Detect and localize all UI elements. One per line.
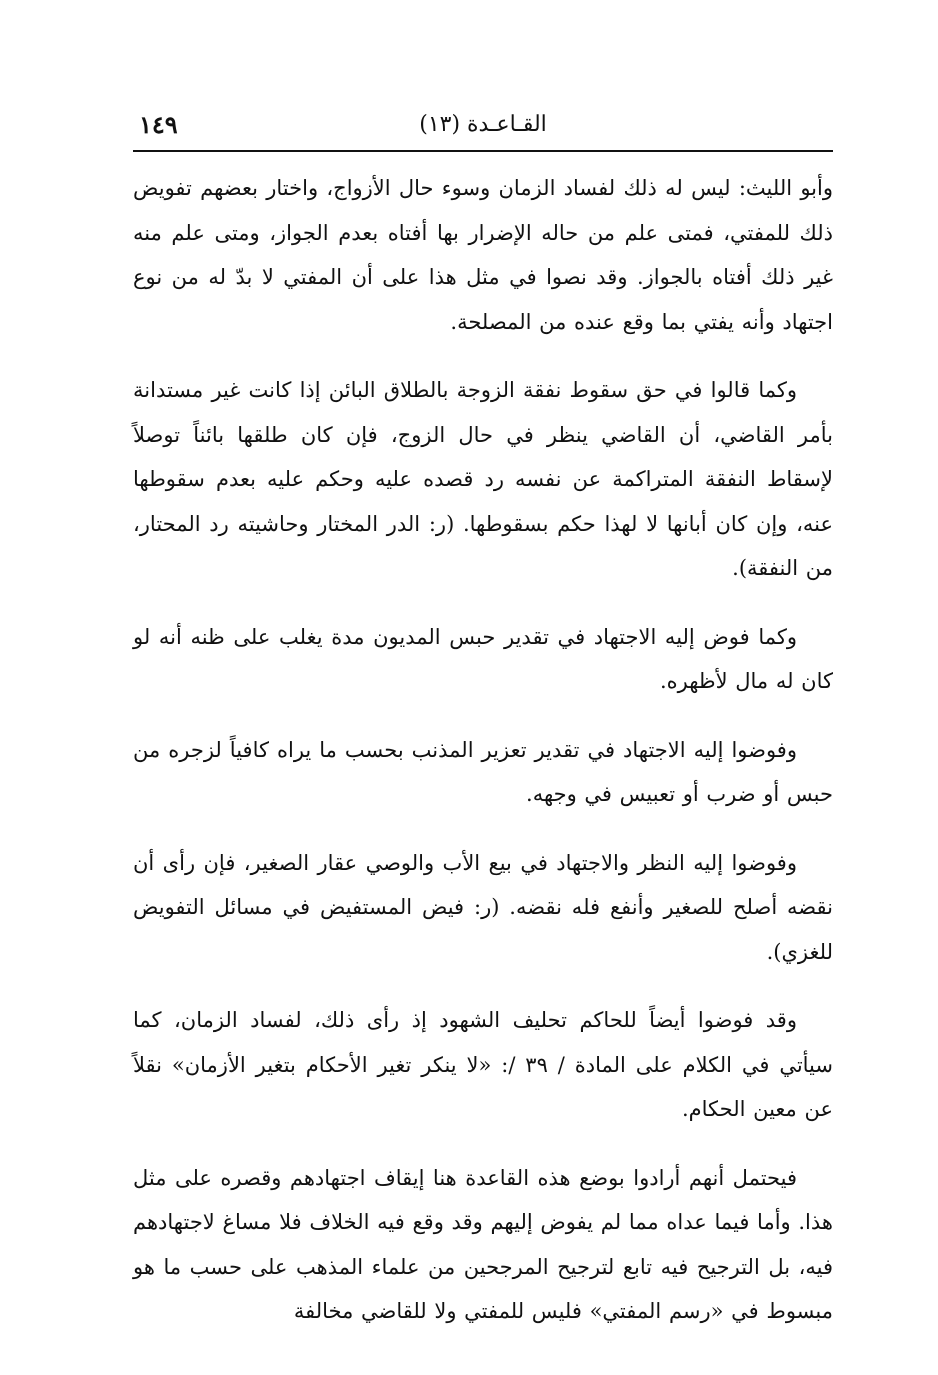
paragraph-5: وفوضوا إليه النظر والاجتهاد في بيع الأب والوصي عقار الصغير، فإن رأى أن نقضه أصلح للصغير وأنفع فله نقضه. (ر: فيض المستفيض في مسائل التفويض للغزي). [133, 850, 833, 964]
paragraph-3: وكما فوض إليه الاجتهاد في تقدير حبس المديون مدة يغلب على ظنه أنه لو كان له مال لأظهره. [133, 624, 833, 693]
page-header [133, 108, 833, 148]
paragraph-2: وكما قالوا في حق سقوط نفقة الزوجة بالطلاق البائن إذا كانت غير مستدانة بأمر القاضي، أن القاضي ينظر في حال الزوج، فإن كان طلقها بائناً توصلاً لإسقاط النفقة المتراكمة عن نفسه رد قصده عليه وحكم عليه بعدم سقوطها عنه، وإن كان أبانها لا لهذا حكم بسقوطها. (ر: الدر المختار وحاشيته رد المحتار، من النفقة). [133, 378, 833, 580]
paragraph-4: وفوضوا إليه الاجتهاد في تقدير تعزير المذنب بحسب ما يراه كافياً لزجره من حبس أو ضرب أو تعبيس في وجهه. [133, 737, 833, 806]
paragraph-1: وأبو الليث: ليس له ذلك لفساد الزمان وسوء حال الأزواج، واختار بعضهم تفويض ذلك للمفتي، فمتى علم من حاله الإضرار بها أفتاه بعدم الجواز، ومتى علم منه غير ذلك أفتاه بالجواز. وقد نصوا في مثل هذا على أن المفتي لا بدّ له من نوع اجتهاد وأنه يفتي بما وقع عنده من المصلحة. [133, 176, 833, 334]
page-number: ١٤٩ [139, 110, 178, 139]
header-rule [133, 150, 833, 152]
page-body [133, 166, 833, 1334]
paragraph-7: فيحتمل أنهم أرادوا بوضع هذه القاعدة هنا إيقاف اجتهادهم وقصره على مثل هذا. وأما فيما عداه مما لم يفوض إليهم وقد وقع فيه الخلاف فلا مساغ لاجتهادهم فيه، بل الترجيح فيه تابع لترجيح المرجحين من علماء المذهب على حسب ما هو مبسوط في «رسم المفتي» فليس للمفتي ولا للقاضي مخالفة [133, 1165, 833, 1323]
paragraph-6: وقد فوضوا أيضاً للحاكم تحليف الشهود إذ رأى ذلك، لفساد الزمان، كما سيأتي في الكلام على المادة / ٣٩ /: «لا ينكر تغير الأحكام بتغير الأزمان» نقلاً عن معين الحكام. [133, 1008, 833, 1121]
running-title: القـاعـدة (١٣) [419, 112, 547, 137]
